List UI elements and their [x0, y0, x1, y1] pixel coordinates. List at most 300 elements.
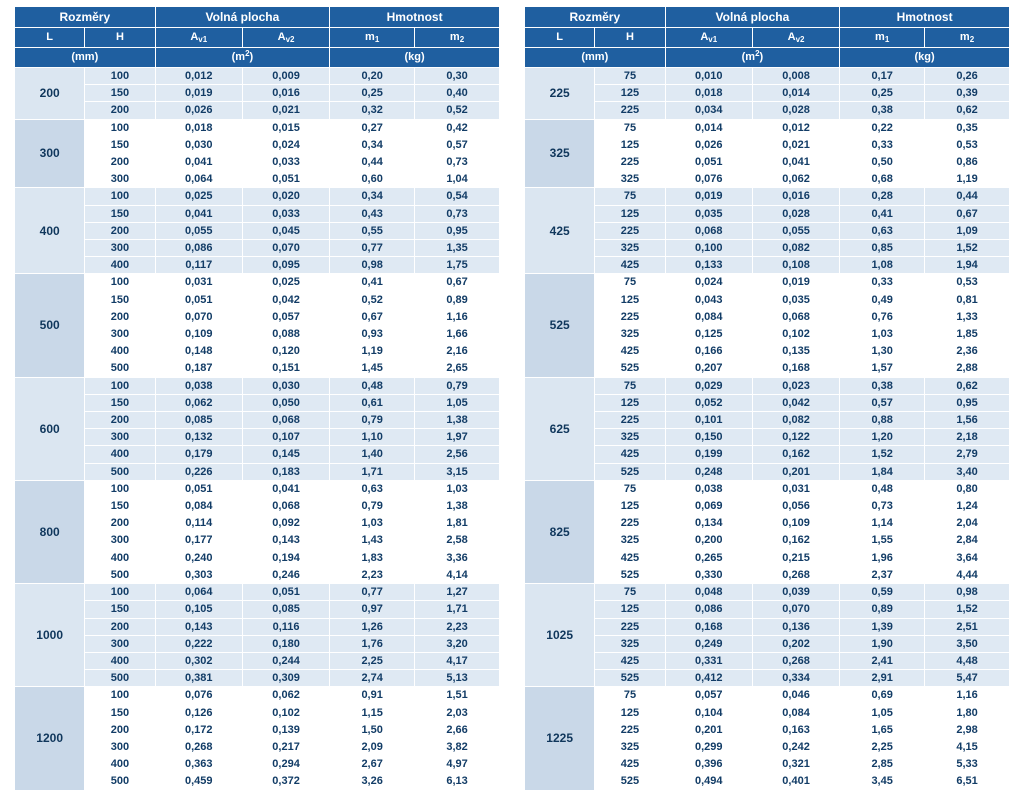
cell-m1: 0,76	[840, 308, 925, 325]
cell-av2: 0,084	[752, 704, 839, 721]
cell-m1: 0,93	[330, 326, 415, 343]
cell-height: 225	[595, 102, 665, 119]
table-row	[15, 171, 500, 188]
cell-av1: 0,051	[665, 154, 752, 171]
cell-height: 200	[85, 102, 155, 119]
table-row	[525, 687, 1010, 704]
table-row	[525, 584, 1010, 601]
cell-height: 300	[85, 240, 155, 257]
cell-m1: 1,40	[330, 446, 415, 463]
cell-av2: 0,033	[242, 154, 329, 171]
cell-m2: 0,67	[415, 274, 500, 291]
row-group-length: 1000	[15, 584, 85, 687]
cell-av1: 0,026	[155, 102, 242, 119]
cell-m2: 0,95	[415, 222, 500, 239]
table-row	[15, 360, 500, 377]
table-row	[525, 480, 1010, 497]
table-row	[525, 446, 1010, 463]
cell-av1: 0,268	[155, 738, 242, 755]
cell-m1: 2,23	[330, 566, 415, 583]
cell-height: 100	[85, 68, 155, 85]
table-row	[15, 205, 500, 222]
cell-av2: 0,055	[752, 222, 839, 239]
cell-av2: 0,068	[242, 412, 329, 429]
header-col-m2: $m_2$	[415, 28, 500, 48]
cell-av1: 0,048	[665, 584, 752, 601]
cell-m1: 2,85	[840, 756, 925, 773]
cell-av1: 0,012	[155, 68, 242, 85]
cell-av2: 0,020	[242, 188, 329, 205]
dimensions-table-left	[14, 6, 500, 791]
cell-av1: 0,412	[665, 670, 752, 687]
cell-m2: 3,36	[415, 549, 500, 566]
cell-m2: 0,79	[415, 377, 500, 394]
cell-height: 100	[85, 274, 155, 291]
cell-av2: 0,162	[752, 446, 839, 463]
cell-av2: 0,246	[242, 566, 329, 583]
cell-m2: 1,85	[925, 326, 1010, 343]
cell-m1: 1,43	[330, 532, 415, 549]
cell-m1: 1,84	[840, 463, 925, 480]
cell-av1: 0,100	[665, 240, 752, 257]
cell-av1: 0,041	[155, 154, 242, 171]
cell-m2: 1,81	[415, 515, 500, 532]
cell-av1: 0,132	[155, 429, 242, 446]
cell-height: 150	[85, 291, 155, 308]
cell-m2: 0,73	[415, 154, 500, 171]
cell-m2: 0,53	[925, 136, 1010, 153]
cell-m1: 3,26	[330, 773, 415, 790]
cell-av2: 0,201	[752, 463, 839, 480]
cell-height: 325	[595, 326, 665, 343]
table-row	[525, 222, 1010, 239]
table-row	[525, 549, 1010, 566]
header-unit-m2: $(m^2)$	[155, 48, 330, 68]
cell-m2: 1,97	[415, 429, 500, 446]
cell-av2: 0,217	[242, 738, 329, 755]
cell-m1: 0,68	[840, 171, 925, 188]
row-group-length: 525	[525, 274, 595, 377]
cell-av2: 0,050	[242, 394, 329, 411]
cell-m1: 2,41	[840, 652, 925, 669]
header-col-m1: $m_1$	[330, 28, 415, 48]
cell-av1: 0,143	[155, 618, 242, 635]
cell-av1: 0,070	[155, 308, 242, 325]
header-free-area: Volná plocha	[665, 7, 840, 28]
cell-av2: 0,033	[242, 205, 329, 222]
cell-m2: 1,24	[925, 498, 1010, 515]
cell-m1: 0,22	[840, 119, 925, 136]
table-row	[525, 721, 1010, 738]
cell-height: 400	[85, 343, 155, 360]
header-col-l: L	[525, 28, 595, 48]
cell-height: 125	[595, 205, 665, 222]
cell-m2: 1,80	[925, 704, 1010, 721]
cell-m1: 1,03	[840, 326, 925, 343]
cell-av2: 0,028	[752, 102, 839, 119]
cell-av1: 0,043	[665, 291, 752, 308]
row-group-length: 425	[525, 188, 595, 274]
header-free-area: Volná plocha	[155, 7, 330, 28]
cell-m1: 1,08	[840, 257, 925, 274]
table-row	[15, 412, 500, 429]
cell-m2: 0,30	[415, 68, 500, 85]
cell-m1: 1,50	[330, 721, 415, 738]
cell-m1: 1,10	[330, 429, 415, 446]
header-col-av1: $A_{v1}$	[155, 28, 242, 48]
cell-av2: 0,068	[752, 308, 839, 325]
cell-m2: 2,79	[925, 446, 1010, 463]
cell-m1: 0,32	[330, 102, 415, 119]
cell-height: 325	[595, 171, 665, 188]
table-row	[15, 532, 500, 549]
table-row	[525, 326, 1010, 343]
cell-av2: 0,042	[752, 394, 839, 411]
cell-av1: 0,187	[155, 360, 242, 377]
cell-m1: 0,77	[330, 584, 415, 601]
table-row	[15, 257, 500, 274]
table-row	[15, 119, 500, 136]
table-row	[15, 670, 500, 687]
cell-av1: 0,114	[155, 515, 242, 532]
cell-m1: 0,48	[840, 480, 925, 497]
cell-av1: 0,177	[155, 532, 242, 549]
header-unit-m2: $(m^2)$	[665, 48, 840, 68]
cell-av2: 0,023	[752, 377, 839, 394]
table-row	[525, 136, 1010, 153]
cell-av2: 0,046	[752, 687, 839, 704]
cell-m1: 1,14	[840, 515, 925, 532]
table-row	[525, 670, 1010, 687]
cell-av2: 0,070	[242, 240, 329, 257]
header-unit-kg: (kg)	[840, 48, 1010, 68]
cell-av1: 0,302	[155, 652, 242, 669]
cell-m1: 1,90	[840, 635, 925, 652]
cell-av2: 0,107	[242, 429, 329, 446]
cell-av2: 0,041	[242, 480, 329, 497]
cell-m1: 0,43	[330, 205, 415, 222]
cell-av1: 0,055	[155, 222, 242, 239]
table-row	[15, 85, 500, 102]
cell-height: 150	[85, 205, 155, 222]
cell-av1: 0,018	[665, 85, 752, 102]
cell-height: 125	[595, 291, 665, 308]
cell-height: 75	[595, 480, 665, 497]
cell-av2: 0,042	[242, 291, 329, 308]
table-row	[15, 480, 500, 497]
table-row	[525, 756, 1010, 773]
cell-height: 525	[595, 566, 665, 583]
cell-m1: 0,33	[840, 136, 925, 153]
cell-av2: 0,136	[752, 618, 839, 635]
table-row	[525, 412, 1010, 429]
cell-m1: 0,34	[330, 188, 415, 205]
cell-m1: 0,97	[330, 601, 415, 618]
cell-height: 150	[85, 601, 155, 618]
cell-m2: 2,65	[415, 360, 500, 377]
cell-av1: 0,249	[665, 635, 752, 652]
cell-m2: 1,33	[925, 308, 1010, 325]
cell-av2: 0,321	[752, 756, 839, 773]
cell-m2: 0,26	[925, 68, 1010, 85]
cell-av1: 0,034	[665, 102, 752, 119]
cell-height: 200	[85, 412, 155, 429]
table-row	[525, 343, 1010, 360]
cell-m2: 4,44	[925, 566, 1010, 583]
cell-m1: 1,76	[330, 635, 415, 652]
cell-height: 225	[595, 618, 665, 635]
cell-m1: 0,20	[330, 68, 415, 85]
cell-height: 325	[595, 532, 665, 549]
row-group-length: 300	[15, 119, 85, 188]
cell-av2: 0,294	[242, 756, 329, 773]
cell-height: 200	[85, 618, 155, 635]
header-col-m1: $m_1$	[840, 28, 925, 48]
cell-av2: 0,068	[242, 498, 329, 515]
table-row	[15, 274, 500, 291]
cell-m1: 0,49	[840, 291, 925, 308]
table-row	[15, 308, 500, 325]
cell-height: 225	[595, 721, 665, 738]
cell-height: 200	[85, 222, 155, 239]
cell-av2: 0,268	[752, 566, 839, 583]
cell-m1: 1,30	[840, 343, 925, 360]
cell-av2: 0,016	[242, 85, 329, 102]
header-col-m2: $m_2$	[925, 28, 1010, 48]
header-unit-mm: (mm)	[525, 48, 666, 68]
header-unit-row	[525, 48, 1010, 68]
cell-height: 425	[595, 343, 665, 360]
table-row	[525, 532, 1010, 549]
cell-m1: 0,25	[330, 85, 415, 102]
cell-m2: 4,15	[925, 738, 1010, 755]
header-weight: Hmotnost	[330, 7, 500, 28]
table-row	[525, 601, 1010, 618]
table-head-right	[525, 7, 1010, 68]
row-group-length: 325	[525, 119, 595, 188]
cell-height: 125	[595, 136, 665, 153]
table-row	[525, 102, 1010, 119]
cell-av1: 0,105	[155, 601, 242, 618]
cell-m1: 0,38	[840, 377, 925, 394]
table-row	[525, 463, 1010, 480]
cell-m1: 1,39	[840, 618, 925, 635]
cell-av2: 0,102	[752, 326, 839, 343]
cell-m1: 1,20	[840, 429, 925, 446]
cell-m1: 1,26	[330, 618, 415, 635]
cell-m2: 0,81	[925, 291, 1010, 308]
cell-m1: 0,48	[330, 377, 415, 394]
cell-av2: 0,372	[242, 773, 329, 790]
table-row	[15, 652, 500, 669]
cell-av2: 0,051	[242, 584, 329, 601]
table-row	[525, 68, 1010, 85]
cell-m2: 1,38	[415, 498, 500, 515]
header-weight: Hmotnost	[840, 7, 1010, 28]
cell-m2: 1,05	[415, 394, 500, 411]
table-row	[15, 756, 500, 773]
cell-av1: 0,207	[665, 360, 752, 377]
cell-av2: 0,334	[752, 670, 839, 687]
table-row	[15, 154, 500, 171]
cell-av2: 0,244	[242, 652, 329, 669]
cell-height: 425	[595, 756, 665, 773]
cell-m1: 2,74	[330, 670, 415, 687]
cell-av2: 0,120	[242, 343, 329, 360]
cell-height: 400	[85, 652, 155, 669]
cell-height: 225	[595, 222, 665, 239]
cell-height: 300	[85, 326, 155, 343]
cell-av1: 0,084	[155, 498, 242, 515]
table-row	[15, 222, 500, 239]
cell-m2: 2,18	[925, 429, 1010, 446]
table-row	[15, 566, 500, 583]
cell-m1: 2,25	[840, 738, 925, 755]
cell-av1: 0,057	[665, 687, 752, 704]
cell-m1: 1,05	[840, 704, 925, 721]
cell-av2: 0,180	[242, 635, 329, 652]
cell-av1: 0,126	[155, 704, 242, 721]
header-col-av2: $A_{v2}$	[242, 28, 329, 48]
cell-m2: 2,03	[415, 704, 500, 721]
cell-av1: 0,051	[155, 480, 242, 497]
cell-height: 150	[85, 136, 155, 153]
cell-av1: 0,299	[665, 738, 752, 755]
cell-av2: 0,019	[752, 274, 839, 291]
table-row	[15, 738, 500, 755]
cell-height: 325	[595, 429, 665, 446]
row-group-length: 500	[15, 274, 85, 377]
cell-av1: 0,166	[665, 343, 752, 360]
cell-av2: 0,095	[242, 257, 329, 274]
cell-av2: 0,135	[752, 343, 839, 360]
table-row	[15, 68, 500, 85]
cell-m2: 4,17	[415, 652, 500, 669]
cell-m2: 2,58	[415, 532, 500, 549]
cell-av2: 0,045	[242, 222, 329, 239]
cell-height: 425	[595, 549, 665, 566]
cell-av2: 0,014	[752, 85, 839, 102]
cell-height: 500	[85, 463, 155, 480]
cell-m2: 1,09	[925, 222, 1010, 239]
cell-m1: 1,65	[840, 721, 925, 738]
cell-m2: 0,86	[925, 154, 1010, 171]
table-row	[15, 549, 500, 566]
cell-height: 100	[85, 377, 155, 394]
cell-m1: 2,91	[840, 670, 925, 687]
cell-av2: 0,057	[242, 308, 329, 325]
cell-m1: 0,52	[330, 291, 415, 308]
cell-av1: 0,148	[155, 343, 242, 360]
cell-m1: 0,63	[330, 480, 415, 497]
cell-m1: 0,60	[330, 171, 415, 188]
cell-av2: 0,021	[242, 102, 329, 119]
table-row	[525, 652, 1010, 669]
cell-m2: 1,71	[415, 601, 500, 618]
cell-av1: 0,303	[155, 566, 242, 583]
cell-m2: 2,16	[415, 343, 500, 360]
cell-m2: 1,19	[925, 171, 1010, 188]
cell-av1: 0,133	[665, 257, 752, 274]
cell-av2: 0,309	[242, 670, 329, 687]
cell-m2: 0,53	[925, 274, 1010, 291]
cell-av2: 0,162	[752, 532, 839, 549]
cell-m2: 4,97	[415, 756, 500, 773]
cell-m2: 2,51	[925, 618, 1010, 635]
cell-m1: 2,25	[330, 652, 415, 669]
cell-height: 525	[595, 360, 665, 377]
cell-height: 150	[85, 704, 155, 721]
cell-av2: 0,009	[242, 68, 329, 85]
cell-m2: 4,14	[415, 566, 500, 583]
right-table-wrapper	[524, 6, 1010, 788]
cell-height: 300	[85, 429, 155, 446]
left-table-wrapper	[14, 6, 500, 788]
cell-height: 300	[85, 171, 155, 188]
table-row	[15, 721, 500, 738]
cell-m1: 1,45	[330, 360, 415, 377]
cell-av1: 0,038	[155, 377, 242, 394]
cell-av1: 0,101	[665, 412, 752, 429]
cell-m1: 0,17	[840, 68, 925, 85]
table-row	[525, 515, 1010, 532]
table-row	[525, 205, 1010, 222]
table-row	[15, 136, 500, 153]
table-row	[15, 584, 500, 601]
cell-m1: 0,38	[840, 102, 925, 119]
cell-height: 500	[85, 566, 155, 583]
table-row	[15, 291, 500, 308]
cell-m1: 0,41	[330, 274, 415, 291]
cell-av1: 0,134	[665, 515, 752, 532]
cell-av2: 0,122	[752, 429, 839, 446]
cell-av2: 0,092	[242, 515, 329, 532]
cell-av1: 0,064	[155, 171, 242, 188]
cell-m2: 0,80	[925, 480, 1010, 497]
cell-height: 525	[595, 670, 665, 687]
table-row	[525, 377, 1010, 394]
cell-m2: 4,48	[925, 652, 1010, 669]
cell-height: 150	[85, 394, 155, 411]
cell-m2: 0,98	[925, 584, 1010, 601]
cell-height: 525	[595, 773, 665, 790]
cell-height: 300	[85, 738, 155, 755]
cell-m2: 1,66	[415, 326, 500, 343]
cell-height: 225	[595, 515, 665, 532]
cell-m2: 0,62	[925, 377, 1010, 394]
cell-height: 425	[595, 652, 665, 669]
header-col-h: H	[85, 28, 155, 48]
table-row	[15, 498, 500, 515]
cell-m2: 0,44	[925, 188, 1010, 205]
table-row	[15, 326, 500, 343]
table-row	[525, 257, 1010, 274]
table-row	[525, 154, 1010, 171]
cell-av1: 0,199	[665, 446, 752, 463]
cell-av2: 0,268	[752, 652, 839, 669]
table-row	[525, 704, 1010, 721]
cell-av2: 0,102	[242, 704, 329, 721]
cell-av1: 0,069	[665, 498, 752, 515]
cell-m1: 0,57	[840, 394, 925, 411]
row-group-length: 200	[15, 68, 85, 120]
cell-m2: 1,38	[415, 412, 500, 429]
cell-av1: 0,150	[665, 429, 752, 446]
cell-height: 225	[595, 412, 665, 429]
cell-m2: 1,16	[925, 687, 1010, 704]
row-group-length: 800	[15, 480, 85, 583]
cell-height: 75	[595, 377, 665, 394]
